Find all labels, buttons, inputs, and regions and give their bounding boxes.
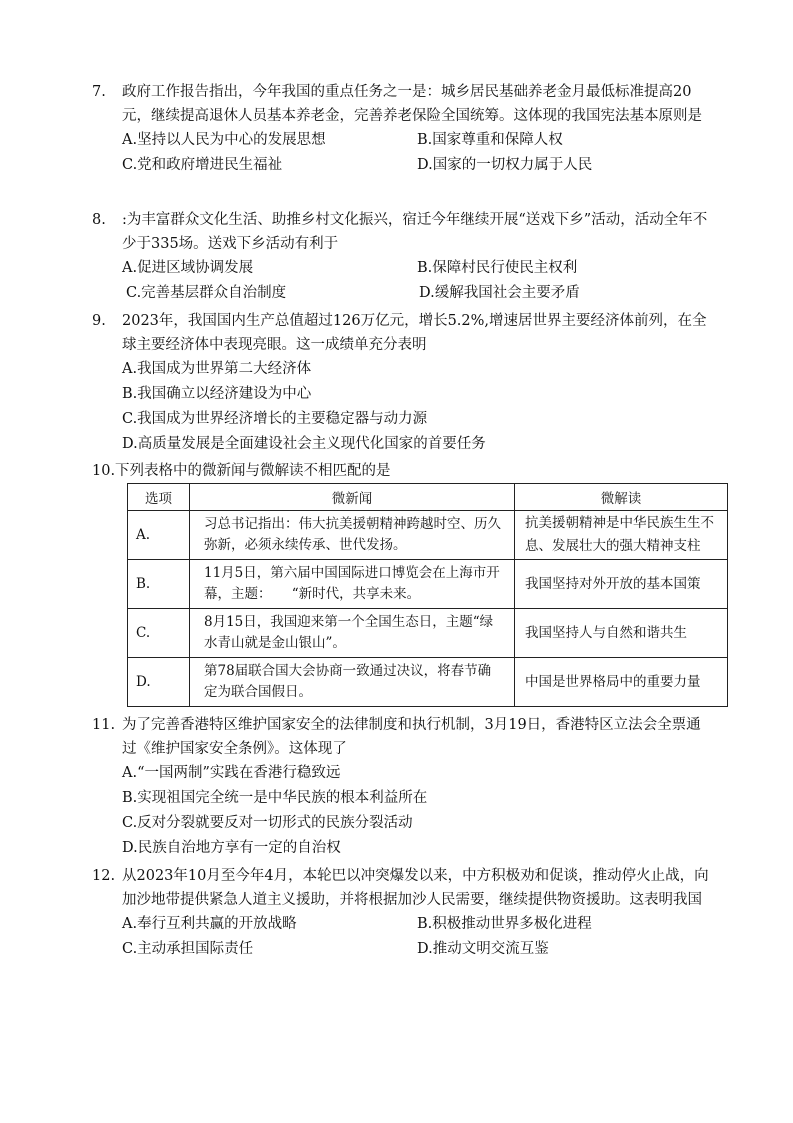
option-b[interactable]: B.我国确立以经济建设为中心	[122, 386, 312, 402]
option-d[interactable]: D.推动文明交流互鉴	[417, 941, 549, 957]
question-stem: 政府工作报告指出，今年我国的重点任务之一是：城乡居民基础养老金月最低标准提高20元，继续提高退休人员基本养老金，完善养老保险全国统筹。这体现的我国宪法基本原则是	[122, 84, 702, 124]
question-number: 8.	[92, 212, 106, 228]
option-d[interactable]: D.国家的一切权力属于人民	[417, 157, 593, 173]
question-stem: :为丰富群众文化生活、助推乡村文化振兴，宿迁今年继续开展“送戏下乡”活动，活动全年不少于335场。送戏下乡活动有利于	[122, 212, 708, 252]
column-header-reading: 微解读	[515, 484, 728, 511]
options	[122, 357, 712, 457]
question-11	[92, 713, 712, 861]
option-a[interactable]: A.“一国两制”实践在香港行稳致远	[122, 765, 341, 781]
table-row[interactable]	[128, 658, 728, 707]
row-news: 习总书记指出：伟大抗美援朝精神跨越时空、历久弥新，必须永续传承、世代发扬。	[190, 511, 515, 560]
row-label: B.	[128, 560, 190, 609]
option-a[interactable]: A.坚持以人民为中心的发展思想	[122, 132, 326, 148]
option-d[interactable]: D.缓解我国社会主要矛盾	[419, 285, 580, 301]
table-row[interactable]	[128, 609, 728, 658]
table-row[interactable]	[128, 560, 728, 609]
table-header-row	[128, 484, 728, 511]
question-8	[92, 208, 712, 306]
row-label: A.	[128, 511, 190, 560]
question-12	[92, 864, 712, 962]
row-news: 11月5日，第六届中国国际进口博览会在上海市开幕，主题： “新时代，共享未来。	[190, 560, 515, 609]
option-b[interactable]: B.国家尊重和保障人权	[417, 132, 563, 148]
option-d[interactable]: D.民族自治地方享有一定的自治权	[122, 840, 341, 856]
question-number: 9.	[92, 313, 106, 329]
options	[122, 761, 712, 861]
question-10-stem: 10.下列表格中的微新闻与微解读不相匹配的是	[92, 463, 391, 479]
row-news: 8月15日，我国迎来第一个全国生态日，主题“绿水青山就是金山银山”。	[190, 609, 515, 658]
news-table	[127, 483, 728, 707]
row-label: D.	[128, 658, 190, 707]
option-a[interactable]: A.奉行互利共赢的开放战略	[122, 916, 297, 932]
question-stem: 从2023年10月至今年4月，本轮巴以冲突爆发以来，中方积极劝和促谈，推动停火止战，向加沙地带提供紧急人道主义援助，并将根据加沙人民需要，继续提供物资援助。这表明我国	[122, 868, 709, 908]
question-number: 7.	[92, 84, 106, 100]
column-header-news: 微新闻	[190, 484, 515, 511]
option-d[interactable]: D.高质量发展是全面建设社会主义现代化国家的首要任务	[122, 436, 486, 452]
option-b[interactable]: B.积极推动世界多极化进程	[417, 916, 592, 932]
row-reading: 抗美援朝精神是中华民族生生不息、发展壮大的强大精神支柱	[515, 511, 728, 560]
option-c[interactable]: C.反对分裂就要反对一切形式的民族分裂活动	[122, 815, 413, 831]
question-stem: 2023年，我国国内生产总值超过126万亿元，增长5.2%,增速居世界主要经济体前列，在全球主要经济体中表现亮眼。这一成绩单充分表明	[122, 313, 707, 353]
question-stem: 为了完善香港特区维护国家安全的法律制度和执行机制，3月19日，香港特区立法会全票通过《维护国家安全条例》。这体现了	[122, 717, 701, 757]
option-b[interactable]: B.实现祖国完全统一是中华民族的根本利益所在	[122, 790, 428, 806]
row-label: C.	[128, 609, 190, 658]
options	[122, 912, 712, 962]
option-c[interactable]: C.我国成为世界经济增长的主要稳定器与动力源	[122, 411, 428, 427]
option-c[interactable]: C.完善基层群众自治制度	[126, 285, 287, 301]
option-c[interactable]: C.主动承担国际责任	[122, 941, 254, 957]
column-header-option: 选项	[128, 484, 190, 511]
question-7	[92, 80, 712, 178]
row-reading: 中国是世界格局中的重要力量	[515, 658, 728, 707]
option-b[interactable]: B.保障村民行使民主权利	[417, 260, 578, 276]
option-c[interactable]: C.党和政府增进民生福祉	[122, 157, 283, 173]
options	[122, 128, 712, 178]
table-row[interactable]	[128, 511, 728, 560]
row-reading: 我国坚持对外开放的基本国策	[515, 560, 728, 609]
question-9	[92, 309, 712, 457]
question-number: 12.	[92, 868, 116, 884]
question-number: 11.	[92, 717, 116, 733]
row-news: 第78届联合国大会协商一致通过决议，将春节确定为联合国假日。	[190, 658, 515, 707]
option-a[interactable]: A.我国成为世界第二大经济体	[122, 361, 312, 377]
row-reading: 我国坚持人与自然和谐共生	[515, 609, 728, 658]
options	[122, 256, 712, 306]
option-a[interactable]: A.促进区域协调发展	[122, 260, 254, 276]
